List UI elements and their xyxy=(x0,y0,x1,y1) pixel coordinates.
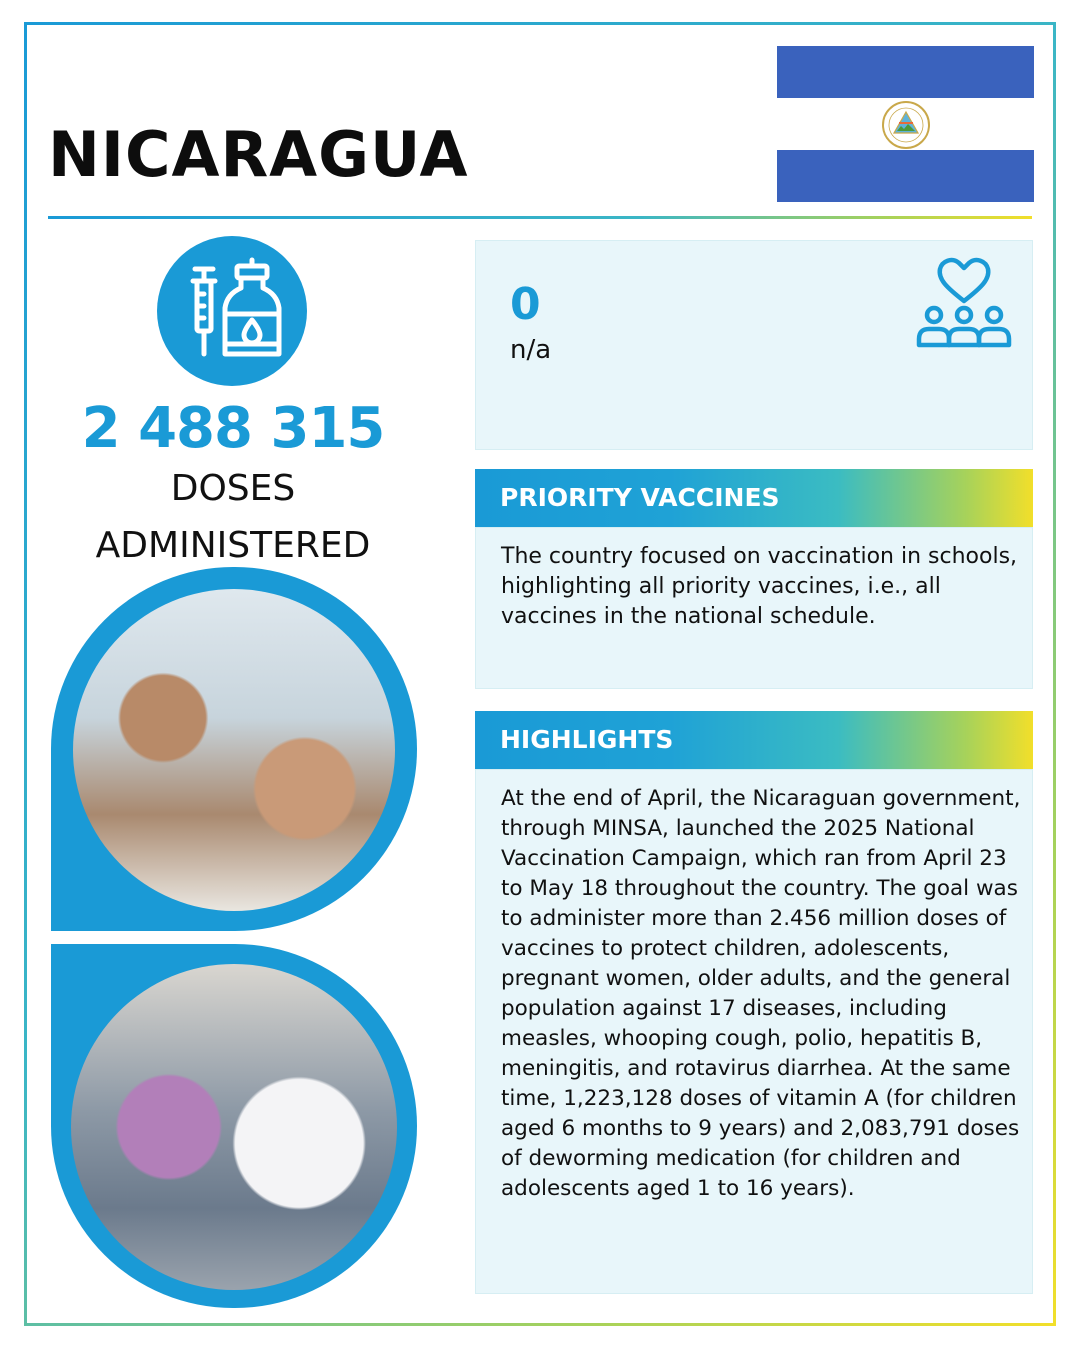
stat-panel xyxy=(475,240,1033,450)
syringe-vial-icon xyxy=(157,236,307,386)
stat-unit: n/a xyxy=(510,335,552,365)
header-divider xyxy=(48,216,1032,219)
photo-child-hugging-grandmother xyxy=(71,964,397,1290)
photo-girl-receiving-vaccine xyxy=(73,589,395,911)
vaccination-photo-family xyxy=(51,944,417,1308)
highlights-text: At the end of April, the Nicaraguan government, through MINSA, launched the 2025 National Vaccination Campaign, which ran from April 23 to May 18 throughout the country. The goal was to administer more than 2.456 million doses of vaccines to protect children, adolescents, pregnant women, older adults, and the general population against 17 diseases, including measles, whooping cough, polio, hepatitis B, meningitis, and rotavirus diarrhea. At the same time, 1,223,128 doses of vitamin A (for children aged 6 months to 9 years) and 2,083,791 doses of deworming medication (for children and adolescents aged 1 to 16 years). xyxy=(475,769,1033,1294)
doses-label xyxy=(48,460,418,574)
vaccine-badge xyxy=(157,236,307,386)
flag-stripe-top xyxy=(777,46,1034,98)
doses-label-line2: ADMINISTERED xyxy=(95,525,371,566)
highlights-header: HIGHLIGHTS xyxy=(475,711,1033,769)
community-heart-icon xyxy=(916,255,1012,349)
priority-vaccines-header: PRIORITY VACCINES xyxy=(475,469,1033,527)
country-flag xyxy=(777,46,1034,202)
country-title: NICARAGUA xyxy=(48,118,469,191)
stat-value: 0 xyxy=(510,279,541,330)
priority-vaccines-text: The country focused on vaccination in schools, highlighting all priority vaccines, i.e., all vaccines in the national schedule. xyxy=(475,527,1033,689)
doses-count: 2 488 315 xyxy=(81,396,385,461)
vaccination-photo-school xyxy=(51,567,417,931)
flag-stripe-bottom xyxy=(777,150,1034,202)
coat-of-arms-icon xyxy=(881,100,931,150)
doses-label-line1: DOSES xyxy=(170,468,296,509)
